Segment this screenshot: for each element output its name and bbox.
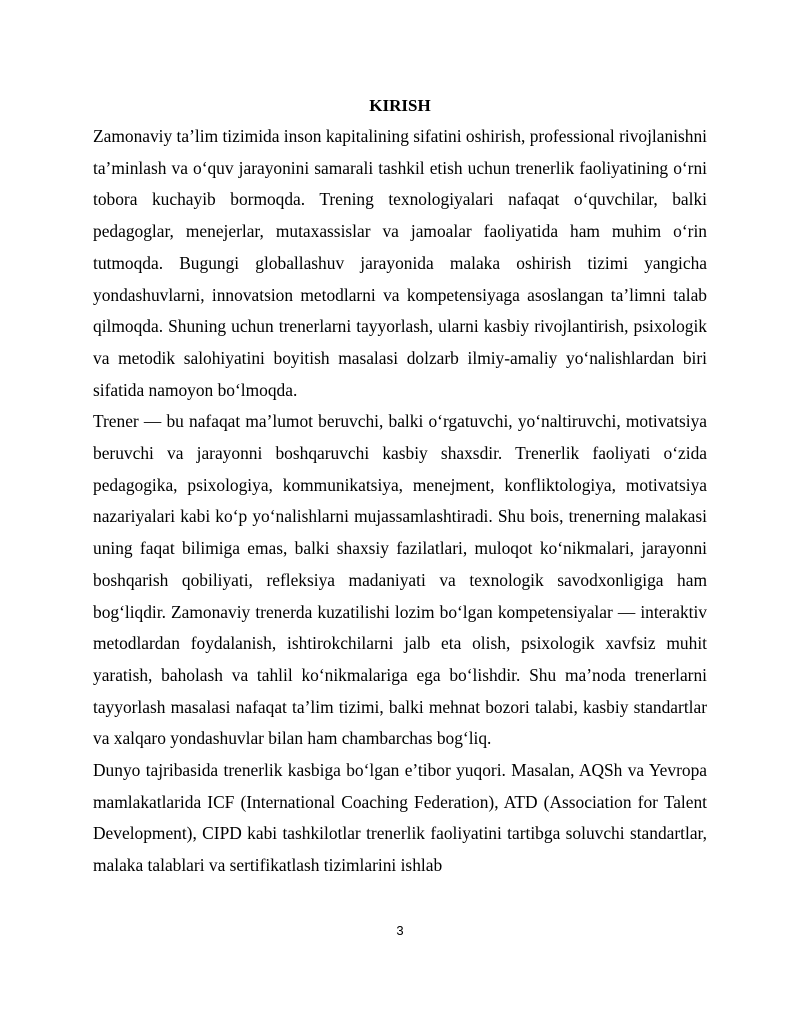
section-title: KIRISH [369, 96, 431, 115]
body-text [93, 121, 707, 882]
page-number: 3 [396, 923, 404, 938]
paragraph-intro: Zamonaviy ta’lim tizimida inson kapitalining sifatini oshirish, professional rivojlanishni ta’minlash va o‘quv jarayonini samarali tashkil etish uchun trenerlik faoliyatining o‘rni tobora kuchayib bormoqda. Trening texnologiyalari nafaqat o‘quvchilar, balki pedagoglar, menejerlar, mutaxassislar va jamoalar faoliyatida ham muhim o‘rin tutmoqda. Bugungi globallashuv jarayonida malaka oshirish tizimi yangicha yondashuvlarni, innovatsion metodlarni va kompetensiyaga asoslangan ta’limni talab qilmoqda. Shuning uchun trenerlarni tayyorlash, ularni kasbiy rivojlantirish, psixologik va metodik salohiyatini boyitish masalasi dolzarb ilmiy-amaliy yo‘nalishlardan biri sifatida namoyon bo‘lmoqda. [93, 126, 707, 400]
paragraph-world-experience: Dunyo tajribasida trenerlik kasbiga bo‘lgan e’tibor yuqori. Masalan, AQSh va Yevropa mamlakatlarida ICF (International Coaching Federation), ATD (Association for Talent Development), CIPD kabi tashkilotlar trenerlik faoliyatini tartibga soluvchi standartlar, malaka talablari va sertifikatlash tizimlarini ishlab [93, 760, 707, 876]
paragraph-trainer: Trener — bu nafaqat ma’lumot beruvchi, balki o‘rgatuvchi, yo‘naltiruvchi, motivatsiya beruvchi va jarayonni boshqaruvchi kasbiy shaxsdir. Trenerlik faoliyati o‘zida pedagogika, psixologiya, kommunikatsiya, menejment, konfliktologiya, motivatsiya nazariyalari kabi ko‘p yo‘nalishlarni mujassamlashtiradi. Shu bois, trenerning malakasi uning faqat bilimiga emas, balki shaxsiy fazilatlari, muloqot ko‘nikmalari, jarayonni boshqarish qobiliyati, refleksiya madaniyati va texnologik savodxonligiga ham bog‘liqdir. Zamonaviy trenerda kuzatilishi lozim bo‘lgan kompetensiyalar — interaktiv metodlardan foydalanish, ishtirokchilarni jalb eta olish, psixologik xavfsiz muhit yaratish, baholash va tahlil ko‘nikmalariga ega bo‘lishdir. Shu ma’noda trenerlarni tayyorlash masalasi nafaqat ta’lim tizimi, balki mehnat bozori talabi, kasbiy standartlar va xalqaro yondashuvlar bilan ham chambarchas bog‘liq. [93, 411, 707, 749]
